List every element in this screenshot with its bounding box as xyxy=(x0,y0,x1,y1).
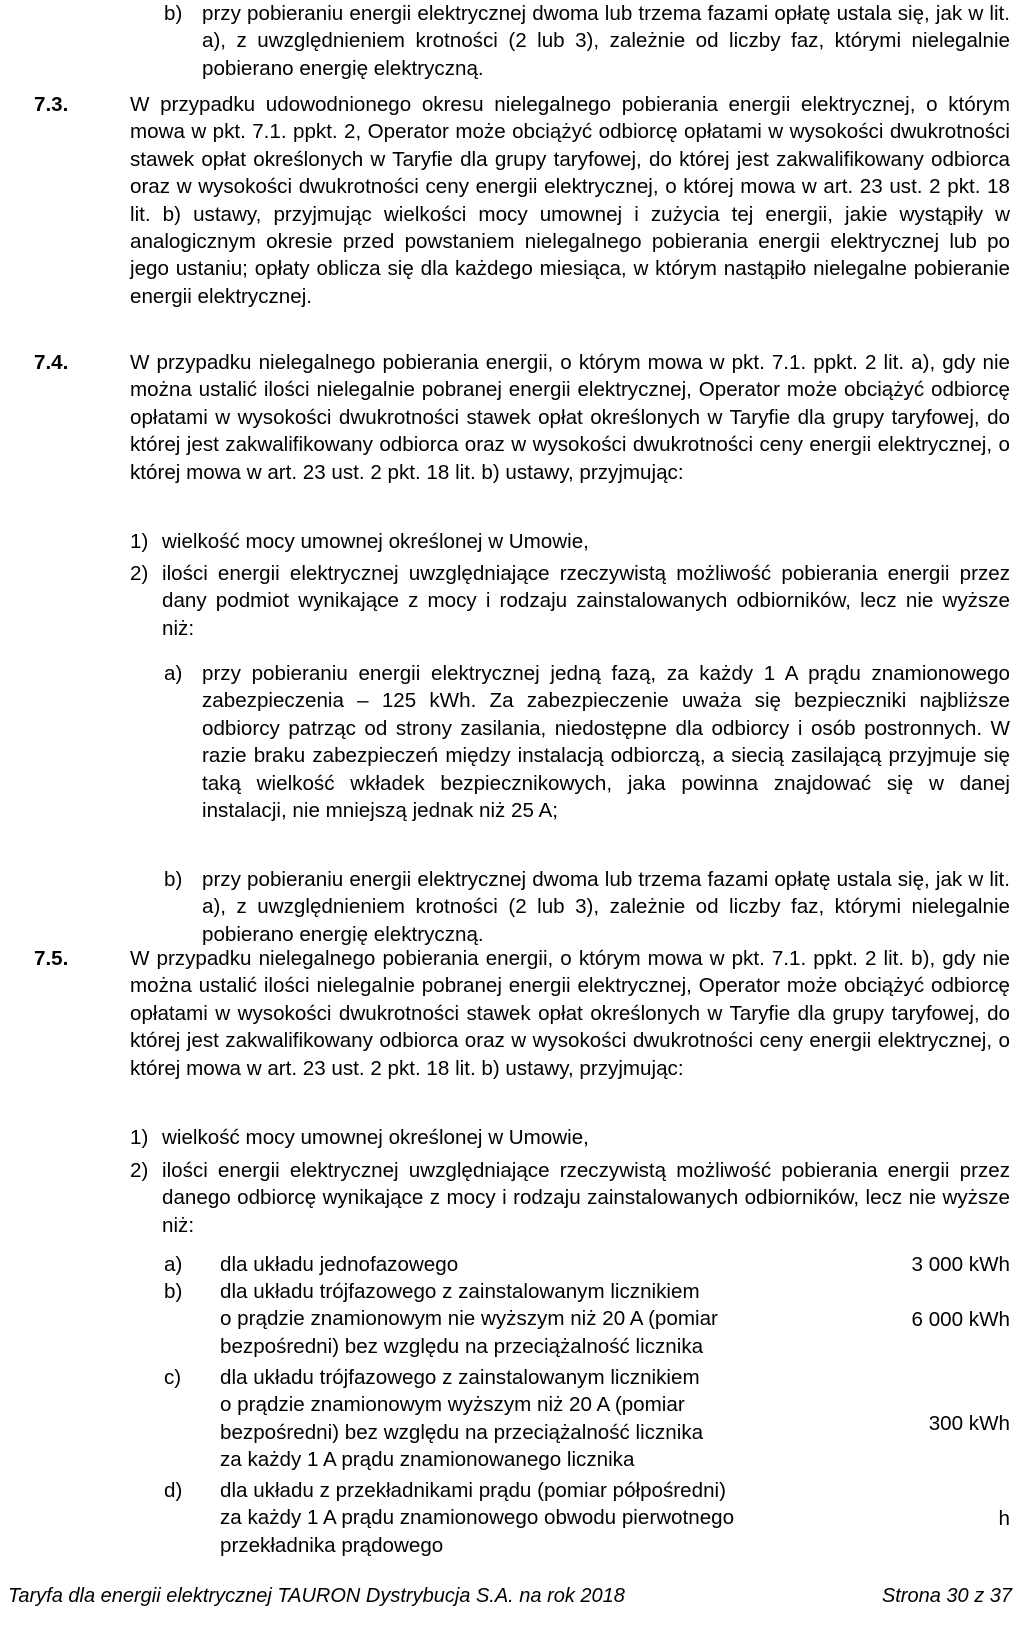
row-value: 3 000 kWh xyxy=(911,1253,1010,1276)
table-row xyxy=(164,1278,1010,1362)
item-text: wielkość mocy umownej określonej w Umowie, xyxy=(162,530,589,553)
table-row xyxy=(164,1251,1010,1279)
item-text: ilości energii elektrycznej uwzględniające rzeczywistą możliwość pobierania energii przez dany podmiot wynikające z mocy i rodzaju zainstalowanych odbiorników, lecz nie wyższe niż: xyxy=(162,562,1010,640)
list-item xyxy=(130,1124,1010,1151)
section-number: 7.3. xyxy=(34,93,69,116)
item-text: wielkość mocy umownej określonej w Umowie, xyxy=(162,1126,589,1149)
table-row xyxy=(164,1477,1010,1561)
row-description xyxy=(220,1477,814,1559)
section-7-4 xyxy=(34,349,1010,486)
row-label: c) xyxy=(164,1366,182,1389)
row-label: b) xyxy=(164,1280,183,1303)
row-description-line: o prądzie znamionowym nie wyższym niż 20 A (pomiar xyxy=(220,1307,718,1331)
row-description-line: o prądzie znamionowym wyższym niż 20 A (pomiar xyxy=(220,1393,685,1417)
row-description-line: bezpośredni) bez względu na przeciążalność licznika xyxy=(220,1420,704,1444)
list-item xyxy=(130,528,1010,555)
section-text: W przypadku nielegalnego pobierania energii, o którym mowa w pkt. 7.1. ppkt. 2 lit. a), gdy nie można ustalić ilości nielegalnie pobranej energii elektrycznej, Operator może obciążyć odbiorcę opłatami w wysokości dwukrotności stawek opłat określonych w Taryfie dla grupy taryfowej, do której jest zakwalifikowany odbiorca oraz w wysokości dwukrotności ceny energii elektrycznej, o której mowa w art. 23 ust. 2 pkt. 18 lit. b) ustawy, przyjmując: xyxy=(130,351,1010,484)
row-description-line: za każdy 1 A prądu znamionowanego licznika xyxy=(220,1448,635,1472)
item-label: b) xyxy=(164,868,183,891)
row-label: a) xyxy=(164,1253,183,1276)
table-row xyxy=(164,1364,1010,1476)
list-item xyxy=(164,866,1010,948)
row-description-line: dla układu trójfazowego z zainstalowanym licznikiem xyxy=(220,1366,700,1389)
list-item xyxy=(130,1157,1010,1239)
item-label: b) xyxy=(164,2,183,25)
row-description xyxy=(220,1251,814,1278)
row-description-line: dla układu z przekładnikami prądu (pomiar półpośredni) xyxy=(220,1479,726,1502)
section-number: 7.4. xyxy=(34,351,69,374)
item-text: przy pobieraniu energii elektrycznej dwoma lub trzema fazami opłatę ustala się, jak w lit. a), z uwzględnieniem krotności (2 lub 3), zależnie od liczby faz, którymi nielegalnie pobierano energię elektryczną. xyxy=(202,868,1010,946)
item-label: 2) xyxy=(130,1159,149,1182)
row-description xyxy=(220,1278,814,1360)
row-description-line: dla układu jednofazowego xyxy=(220,1253,459,1276)
item-label: 1) xyxy=(130,530,149,553)
section-text: W przypadku nielegalnego pobierania energii, o którym mowa w pkt. 7.1. ppkt. 2 lit. b), gdy nie można ustalić ilości nielegalnie pobranej energii elektrycznej, Operator może obciążyć odbiorcę opłatami w wysokości dwukrotności stawek opłat określonych w Taryfie dla grupy taryfowej, do której jest zakwalifikowany odbiorca oraz w wysokości dwukrotności ceny energii elektrycznej, o której mowa w art. 23 ust. 2 pkt. 18 lit. b) ustawy, przyjmując: xyxy=(130,947,1010,1080)
row-description xyxy=(220,1364,814,1474)
section-7-5 xyxy=(34,945,1010,1082)
row-value: 6 000 kWh xyxy=(911,1308,1010,1331)
page-number: Strona 30 z 37 xyxy=(881,1585,1012,1607)
item-label: a) xyxy=(164,662,183,685)
row-value: h xyxy=(998,1507,1010,1530)
footer-title: Taryfa dla energii elektrycznej TAURON Dystrybucja S.A. na rok 2018 xyxy=(8,1585,625,1607)
section-7-3 xyxy=(34,91,1010,310)
section-number: 7.5. xyxy=(34,947,69,970)
row-description-line: przekładnika prądowego xyxy=(220,1533,444,1557)
list-item xyxy=(164,0,1010,82)
row-description-line: bezpośredni) bez względu na przeciążalność licznika xyxy=(220,1334,704,1358)
row-description-line: dla układu trójfazowego z zainstalowanym licznikiem xyxy=(220,1280,700,1303)
list-item xyxy=(164,660,1010,824)
item-text: przy pobieraniu energii elektrycznej dwoma lub trzema fazami opłatę ustala się, jak w lit. a), z uwzględnieniem krotności (2 lub 3), zależnie od liczby faz, którymi nielegalnie pobierano energię elektryczną. xyxy=(202,2,1010,80)
section-text: W przypadku udowodnionego okresu nielegalnego pobierania energii elektrycznej, o którym mowa w pkt. 7.1. ppkt. 2, Operator może obciążyć odbiorcę opłatami w wysokości dwukrotności stawek opłat określonych w Taryfie dla grupy taryfowej, do której jest zakwalifikowany odbiorca oraz w wysokości dwukrotności ceny energii elektrycznej, o której mowa w art. 23 ust. 2 pkt. 18 lit. b) ustawy, przyjmując wielkości mocy umownej i zużycia tej energii, jakie wystąpiły w analogicznym okresie przed powstaniem nielegalnego pobierania energii elektrycznej lub po jego ustaniu; opłaty oblicza się dla każdego miesiąca, w którym nastąpiło nielegalne pobieranie energii elektrycznej. xyxy=(130,93,1010,308)
item-label: 2) xyxy=(130,562,149,585)
list-item xyxy=(130,560,1010,642)
row-description-line: za każdy 1 A prądu znamionowego obwodu pierwotnego xyxy=(220,1506,735,1530)
item-label: 1) xyxy=(130,1126,149,1149)
row-label: d) xyxy=(164,1479,183,1502)
item-text: ilości energii elektrycznej uwzględniające rzeczywistą możliwość pobierania energii przez danego odbiorcę wynikające z mocy i rodzaju zainstalowanych odbiorników, lecz nie wyższe niż: xyxy=(162,1159,1010,1237)
item-text: przy pobieraniu energii elektrycznej jedną fazą, za każdy 1 A prądu znamionowego zabezpieczenia – 125 kWh. Za zabezpieczenie uważa się bezpieczniki najbliższe odbiorcy patrząc od strony zasilania, niedostępne dla odbiorcy i osób postronnych. W razie braku zabezpieczeń między instalacją odbiorczą, a siecią zasilającą przyjmuje się taką wielkość wkładek bezpiecznikowych, jaka powinna znajdować się w danej instalacji, nie mniejszą jednak niż 25 A; xyxy=(202,662,1010,823)
row-value: 300 kWh xyxy=(928,1412,1010,1435)
